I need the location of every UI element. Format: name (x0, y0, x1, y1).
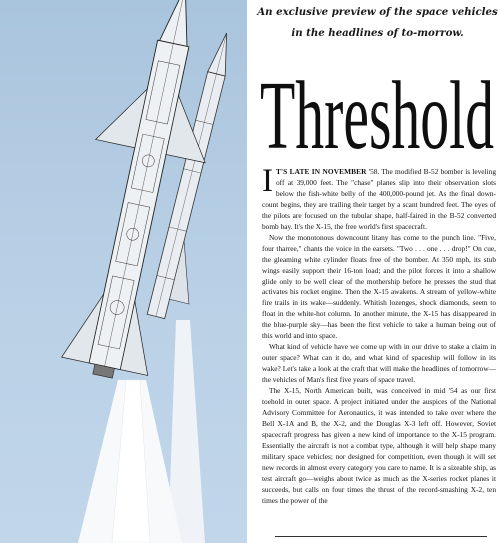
drop-cap: I (262, 163, 273, 199)
rocket-illustration (0, 0, 247, 543)
bottom-rule (275, 536, 487, 537)
illustration-panel (0, 0, 247, 543)
deck-text: An exclusive preview of the space vehicles in the headlines of to-morrow. (257, 6, 498, 39)
article-paragraph-3: What kind of vehicle have we come up with in our drive to stake a claim in outer space? What can it do, and what kind of spaceship will follow in its wake? Let's take a look at the craft that will make the headlines of tomorrow—the vehicles of Man's first five years of space travel. (262, 342, 496, 385)
headline (257, 68, 497, 154)
lead-caps: T'S LATE IN NOVEMBER (276, 167, 367, 176)
article-paragraph-1 (262, 163, 496, 233)
article-paragraph-4: The X-15, North American built, was conceived in mid '54 as our first toehold in outer space. A project initiated under the auspices of the National Advisory Committee for Aeronautics, it was intended to take over where the Bell X-1A and B, the X-2, and the Douglas X-3 left off. However, Soviet spacecraft progress has given a new kind of importance to the X-15 program. Essentially the aircraft is not a combat type, although it will help shape many military space vehicles; nor designed for competition, even though it will set new records in almost every category you care to name. It is a sizeable ship, as test aircraft go—weighs about twice as much as the X-series rocket planes it succeeds, but calls on four times the thrust of the record-smashing X-2, ten times the power of the (262, 386, 496, 505)
paragraph-1-text: '58. The modified B-52 bomber is leveling off at 39,000 feet. The "chase" planes slip into their observation slots below the fish-white belly of the 400,000-pound jet. As the final down-count begins, they are trailing their target by a scant hundred feet. The eyes of the pilots are focused on the tubular shape, half-faired in the B-52 converted bomb bay. It's the X-15, the free world's first spacecraft. (262, 167, 496, 231)
headline-text: Threshold (260, 68, 494, 154)
article-paragraph-2: Now the monotonous downcount litany has come to the punch line. "Five, four tharree," chants the voice in the earsets. "Two . . . one . . . drop!" On cue, the gleaming white cylinder floats free of the bomber. At 350 mph, its stub wings easily support their 16-ton load; and the pilot forces it into a shallow glide only to be well clear of the mothership before he presses the stud that activates his rocket engine. Then the X-15 awakens. A stream of yellow-white fire trails in its wake—suddenly. Whitish lozenges, shock diamonds, seem to float in the white-hot column. In another minute, the X-15 has disappeared in the blue-purple sky—has been the first vehicle to take a human being out of this world and into space. (262, 232, 496, 341)
article-body (262, 163, 496, 507)
